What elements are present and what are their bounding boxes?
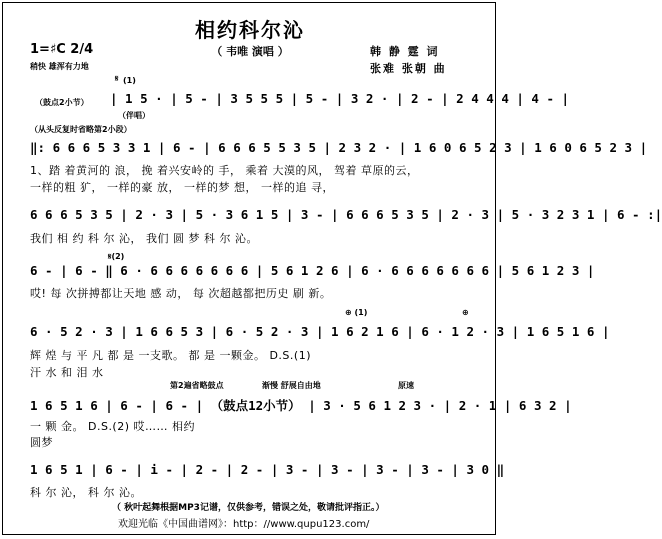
coda-mark-1: ⊕ (1) <box>345 308 368 317</box>
drum-rest-label: （鼓点2小节） <box>35 98 89 107</box>
score-row-1: | 1 5 · | 5 - | 3 5 5 5 | 5 - | 3 2 · | 2 - | 2 4 4 4 | 4 - | <box>110 91 570 106</box>
tempo-marking: 稍快 雄浑有力地 <box>30 62 89 71</box>
mark-1: (1) <box>123 76 136 85</box>
accompaniment-label: （伴唱） <box>118 111 150 120</box>
key-signature: 1=♯C 2/4 <box>30 42 94 57</box>
site-credit: 欢迎光临《中国曲谱网》：http：//www.qupu123.com/ <box>118 519 370 530</box>
lyrics-row-2-verse-2: 一样的粗 犷， 一样的豪 放， 一样的梦 想， 一样的追 寻， <box>30 181 334 194</box>
lyricist-credit: 韩 静 霆 词 <box>370 45 440 58</box>
composer-credit: 张难 张朝 曲 <box>370 62 447 75</box>
lyrics-row-3: 我们 相 约 科 尔 沁， 我们 圆 梦 科 尔 沁。 <box>30 232 258 245</box>
score-row-4: 6 - | 6 - ‖ 6 · 6 6 6 6 6 6 6 | 5 6 1 2 6 | 6 · 6 6 6 6 6 6 6 | 5 6 1 2 3 | <box>30 263 595 278</box>
repeat-note: （从头反复时省略第2小段） <box>30 125 132 134</box>
song-title: 相约科尔沁 <box>195 18 305 42</box>
score-row-3: 6 6 6 5 3 5 | 2 · 3 | 5 · 3 6 1 5 | 3 - | 6 6 6 5 3 5 | 2 · 3 | 5 · 3 2 3 1 | 6 - :| <box>30 207 662 222</box>
lyrics-row-6-line-2: 圆梦 <box>30 436 53 449</box>
second-time-note: 第2遍省略鼓点 <box>170 381 224 390</box>
score-row-2: ‖: 6 6 6 5 3 3 1 | 6 - | 6 6 6 5 5 3 5 | 2 3 2 · | 1 6 0 6 5 2 3 | 1 6 0 6 5 2 3 | <box>30 140 648 155</box>
score-row-7: 1 6 5 1 | 6 - | i - | 2 - | 2 - | 3 - | 3 - | 3 - | 3 - | 3 0 ‖ <box>30 462 505 477</box>
coda-mark-2: ⊕ <box>462 308 469 317</box>
lyrics-row-5-line-2: 汗 水 和 泪 水 <box>30 366 104 379</box>
ritardando-note: 渐慢 舒展自由地 <box>262 381 321 390</box>
segno-mark-2: 𝄋(2) <box>108 252 125 261</box>
singer-credit: （ 韦唯 演唱 ） <box>211 45 289 58</box>
score-row-5: 6 · 5 2 · 3 | 1 6 6 5 3 | 6 · 5 2 · 3 | 1 6 2 1 6 | 6 · 1 2 · 3 | 1 6 5 1 6 | <box>30 324 610 339</box>
score-row-6: 1 6 5 1 6 | 6 - | 6 - | （鼓点12小节） | 3 · 5 6 1 2 3 · | 2 · 1 | 6 3 2 | <box>30 398 572 413</box>
lyrics-row-2-verse-1: 1、踏 着黄河的 浪， 挽 着兴安岭的 手， 乘着 大漠的风， 驾着 草原的云， <box>30 164 419 177</box>
a-tempo-note: 原速 <box>398 381 414 390</box>
lyrics-row-7: 科 尔 沁， 科 尔 沁。 <box>30 486 142 499</box>
transcriber-note: （ 秋叶起舞根据MP3记谱，仅供参考，错误之处，敬请批评指正。） <box>112 503 385 513</box>
lyrics-row-4: 哎! 每 次拼搏都让天地 感 动， 每 次超越都把历史 刷 新。 <box>30 287 332 300</box>
lyrics-row-5-line-1: 辉 煌 与 平 凡 都 是 一支歌。 都 是 一颗金。 D.S.(1) <box>30 349 311 362</box>
segno-mark-1: 𝄋 <box>115 74 119 83</box>
lyrics-row-6-line-1: 一 颗 金。 D.S.(2) 哎…… 相约 <box>30 420 196 433</box>
